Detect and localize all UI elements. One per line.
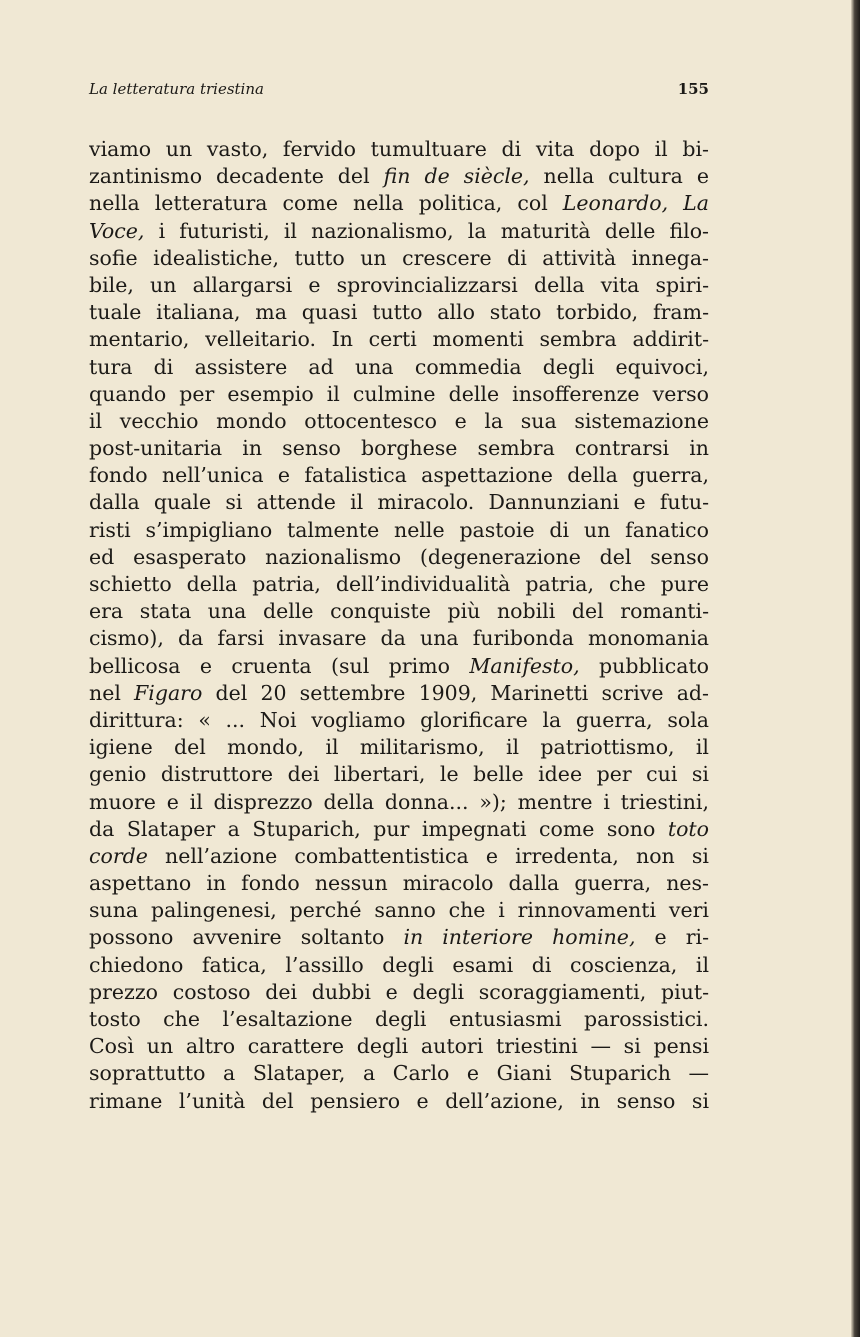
- text-segment: chiedono fatica, l’assillo degli esami di coscienza, il: [89, 952, 709, 977]
- text-line: [89, 517, 709, 544]
- text-line: [89, 924, 709, 951]
- text-segment: e ri-: [635, 925, 709, 950]
- text-segment: tosto che l’esaltazione degli entusiasmi parossistici.: [89, 1007, 709, 1031]
- text-line: [89, 680, 709, 707]
- running-head: La letteratura triestina: [89, 80, 264, 98]
- text-segment: da Slataper a Stuparich, pur impegnati come sono: [89, 816, 668, 841]
- text-line: [89, 272, 709, 299]
- text-line: [89, 625, 709, 652]
- text-line: [89, 707, 709, 734]
- text-segment: tura di assistere ad una commedia degli equivoci,: [89, 354, 709, 379]
- text-line: [89, 299, 709, 326]
- page-number: 155: [677, 80, 709, 98]
- text-segment: Così un altro carattere degli autori triestini — si pensi: [89, 1034, 709, 1059]
- text-line: [89, 897, 709, 924]
- body-text: [89, 136, 709, 1115]
- text-line: [89, 136, 709, 163]
- text-segment: dalla quale si attende il miracolo. Dannunziani e futu-: [89, 490, 709, 515]
- text-segment: il vecchio mondo ottocentesco e la sua sistemazione: [89, 408, 709, 433]
- text-line: [89, 816, 709, 843]
- text-segment: i futuristi, il nazionalismo, la maturità delle filo-: [144, 218, 709, 243]
- italic-segment: toto: [667, 816, 709, 841]
- text-line: [89, 354, 709, 381]
- text-segment: mentario, velleitario. In certi momenti sembra addirit-: [89, 327, 709, 352]
- text-line: [89, 979, 709, 1006]
- text-line: [89, 245, 709, 272]
- text-segment: muore e il disprezzo della donna... »); mentre i triestini,: [89, 789, 709, 814]
- text-line: [89, 571, 709, 598]
- text-line: [89, 218, 709, 245]
- text-segment: genio distruttore dei libertari, le belle idee per cui si: [89, 762, 709, 787]
- text-line: [89, 190, 709, 217]
- text-line: [89, 489, 709, 516]
- text-segment: prezzo costoso dei dubbi e degli scoraggiamenti, piut-: [89, 979, 709, 1004]
- text-line: [89, 843, 709, 870]
- text-line: [89, 1033, 709, 1060]
- text-segment: tuale italiana, ma quasi tutto allo stato torbido, fram-: [89, 300, 709, 325]
- text-line: [89, 1006, 709, 1033]
- text-segment: nella cultura e: [529, 164, 709, 189]
- text-segment: cismo), da farsi invasare da una furibonda monomania: [89, 626, 709, 651]
- italic-segment: Manifesto,: [469, 653, 580, 678]
- text-line: [89, 435, 709, 462]
- text-segment: del 20 settembre 1909, Marinetti scrive ad-: [202, 680, 709, 705]
- italic-segment: corde: [89, 843, 148, 868]
- italic-segment: fin de siècle,: [383, 164, 530, 189]
- text-segment: nella letteratura come nella politica, col: [89, 191, 563, 216]
- text-segment: aspettano in fondo nessun miracolo dalla guerra, nes-: [89, 871, 709, 896]
- text-segment: quando per esempio il culmine delle insofferenze verso: [89, 381, 709, 406]
- italic-segment: Voce,: [89, 218, 145, 243]
- text-segment: dirittura: « ... Noi vogliamo glorificare la guerra, sola: [89, 707, 709, 732]
- text-segment: possono avvenire soltanto: [89, 925, 404, 950]
- text-line: [89, 326, 709, 353]
- text-line: [89, 598, 709, 625]
- text-segment: schietto della patria, dell’individualità patria, che pure: [89, 572, 709, 596]
- italic-segment: Leonardo, La: [562, 191, 709, 216]
- text-segment: rimane l’unità del pensiero e dell’azione, in senso si: [89, 1088, 709, 1113]
- text-segment: risti s’impigliano talmente nelle pastoie di un fanatico: [89, 517, 709, 542]
- text-line: [89, 734, 709, 761]
- text-segment: ed esasperato nazionalismo (degenerazione del senso: [89, 544, 709, 569]
- text-line: [89, 870, 709, 897]
- text-segment: viamo un vasto, fervido tumultuare di vita dopo il bi-: [89, 137, 709, 161]
- text-line: [89, 462, 709, 489]
- text-segment: nell’azione combattentistica e irredenta, non si: [147, 843, 709, 868]
- text-line: [89, 544, 709, 571]
- text-segment: igiene del mondo, il militarismo, il patriottismo, il: [89, 735, 709, 760]
- text-line: [89, 1088, 709, 1115]
- text-segment: suna palingenesi, perché sanno che i rinnovamenti veri: [89, 898, 709, 923]
- page-header: [89, 80, 709, 104]
- text-line: [89, 1060, 709, 1087]
- text-segment: zantinismo decadente del: [89, 164, 384, 189]
- page-edge-shadow: [851, 0, 860, 1337]
- text-line: [89, 408, 709, 435]
- text-line: [89, 761, 709, 788]
- text-segment: era stata una delle conquiste più nobili del romanti-: [89, 599, 709, 624]
- text-segment: pubblicato: [579, 653, 709, 678]
- text-segment: soprattutto a Slataper, a Carlo e Giani Stuparich —: [89, 1061, 709, 1086]
- text-segment: sofie idealistiche, tutto un crescere di attività innega-: [89, 245, 709, 270]
- text-line: [89, 952, 709, 979]
- text-line: [89, 653, 709, 680]
- text-line: [89, 789, 709, 816]
- text-segment: bellicosa e cruenta (sul primo: [89, 653, 470, 678]
- italic-segment: in interiore homine,: [403, 925, 636, 950]
- text-segment: bile, un allargarsi e sprovincializzarsi della vita spiri-: [89, 272, 709, 297]
- text-line: [89, 381, 709, 408]
- text-segment: fondo nell’unica e fatalistica aspettazione della guerra,: [89, 463, 709, 488]
- text-segment: nel: [89, 680, 135, 705]
- italic-segment: Figaro: [134, 680, 203, 705]
- text-line: [89, 163, 709, 190]
- text-segment: post-unitaria in senso borghese sembra contrarsi in: [89, 436, 709, 461]
